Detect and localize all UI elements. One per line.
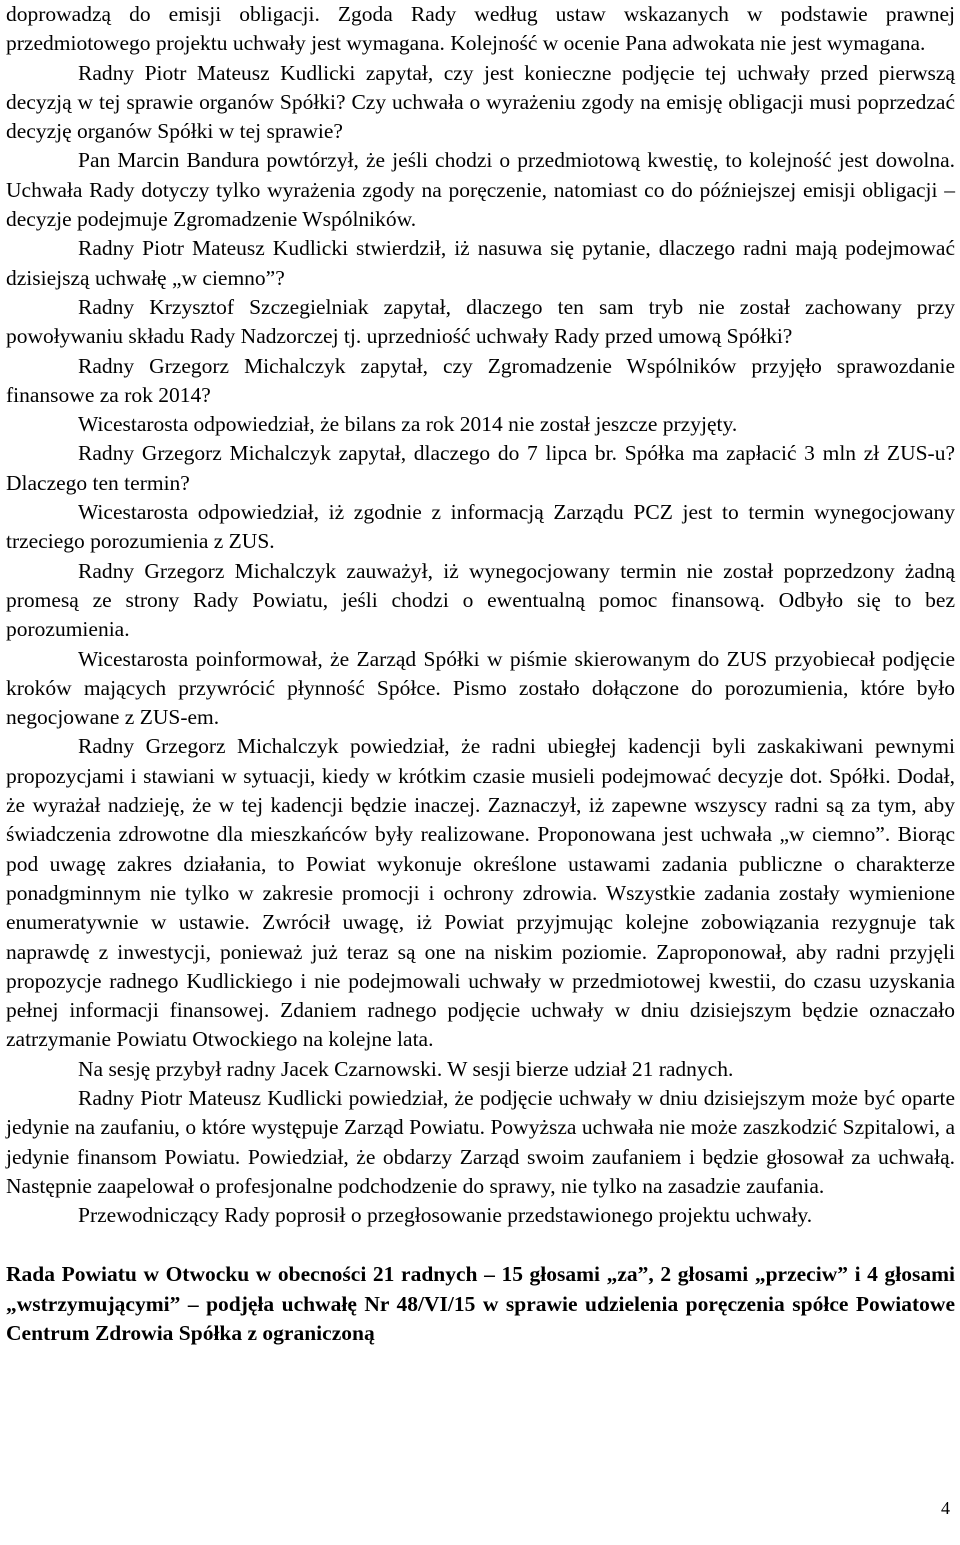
paragraph: Radny Grzegorz Michalczyk zapytał, czy Zgromadzenie Wspólników przyjęło sprawozdanie finansowe za rok 2014? bbox=[6, 353, 955, 407]
paragraph: Radny Piotr Mateusz Kudlicki stwierdził, iż nasuwa się pytanie, dlaczego radni mają podejmować dzisiejszą uchwałę „w ciemno”? bbox=[6, 236, 955, 290]
paragraph: Wicestarosta odpowiedział, że bilans za rok 2014 nie został jeszcze przyjęty. bbox=[78, 412, 738, 437]
page-number: 4 bbox=[941, 1498, 950, 1518]
body-text bbox=[6, 0, 955, 1230]
paragraph: Wicestarosta poinformował, że Zarząd Spółki w piśmie skierowanym do ZUS przyobiecał podjęcie kroków mających przywrócić płynność Spółce. Pismo zostało dołączone do porozumienia, które było negocjowane z ZUS-em. bbox=[6, 646, 955, 730]
paragraph: Wicestarosta odpowiedział, iż zgodnie z informacją Zarządu PCZ jest to termin wynegocjowany trzeciego porozumienia z ZUS. bbox=[6, 500, 955, 554]
paragraph: Radny Piotr Mateusz Kudlicki powiedział, że podjęcie uchwały w dniu dzisiejszym może być oparte jedynie na zaufaniu, o które występuje Zarząd Powiatu. Powyższa uchwała nie może zaszkodzić Szpitalowi, a jedynie finansom Powiatu. Powiedział, że obdarzy Zarząd swoim zaufaniem i będzie głosował za uchwałą. Następnie zaapelował o profesjonalne podchodzenie do sprawy, nie tylko na zasadzie zaufania. bbox=[6, 1085, 955, 1198]
paragraph: Radny Grzegorz Michalczyk powiedział, że radni ubiegłej kadencji byli zaskakiwani pewnymi propozycjami i stawiani w sytuacji, kiedy w krótkim czasie musieli podejmować decyzje dot. Spółki. Dodał, że wyrażał nadzieję, że w tej kadencji będzie inaczej. Zaznaczył, iż zapewne wszyscy radni są za tym, aby świadczenia zdrowotne dla mieszkańców były realizowane. Proponowana jest uchwała „w ciemno”. Biorąc pod uwagę zakres działania, to Powiat wykonuje określone ustawami zadania publiczne o charakterze ponadgminnym nie tylko w zakresie promocji i ochrony zdrowia. Wszystkie zadania zostały wymienione enumeratywnie w ustawie. Zwrócił uwagę, iż Powiat przyjmując kolejne zobowiązania rezygnuje tak naprawdę z inwestycji, ponieważ już teraz są one na niskim poziomie. Zaproponował, aby radni przyjęli propozycje radnego Kudlickiego i nie podejmowali uchwały w przedmiotowej kwestii, do czasu uzyskania pełnej informacji finansowej. Zdaniem radnego podjęcie uchwały w dniu dzisiejszym będzie oznaczało zatrzymanie Powiatu Otwockiego na kolejne lata. bbox=[6, 734, 955, 1052]
paragraph: Radny Grzegorz Michalczyk zapytał, dlaczego do 7 lipca br. Spółka ma zapłacić 3 mln zł ZUS-u? Dlaczego ten termin? bbox=[6, 441, 955, 495]
paragraph: Na sesję przybył radny Jacek Czarnowski. W sesji bierze udział 21 radnych. bbox=[78, 1056, 734, 1081]
paragraph: Radny Piotr Mateusz Kudlicki zapytał, czy jest konieczne podjęcie tej uchwały przed pierwszą decyzją w tej sprawie organów Spółki? Czy uchwała o wyrażeniu zgody na emisję obligacji musi poprzedzać decyzję organów Spółki w tej sprawie? bbox=[6, 60, 955, 144]
paragraph: Pan Marcin Bandura powtórzył, że jeśli chodzi o przedmiotową kwestię, to kolejność jest dowolna. Uchwała Rady dotyczy tylko wyrażenia zgody na poręczenie, natomiast co do późniejszej emisji obligacji – decyzje podejmuje Zgromadzenie Wspólników. bbox=[6, 148, 955, 232]
paragraph: doprowadzą do emisji obligacji. Zgoda Rady według ustaw wskazanych w podstawie prawnej przedmiotowego projektu uchwały jest wymagana. Kolejność w ocenie Pana adwokata nie jest wymagana. bbox=[6, 2, 955, 56]
resolution-text: Rada Powiatu w Otwocku w obecności 21 radnych – 15 głosami „za”, 2 głosami „przeciw” i 4 głosami „wstrzymującymi” – podjęła uchwałę Nr 48/VI/15 w sprawie udzielenia poręczenia spółce Powiatowe Centrum Zdrowia Spółka z ograniczoną bbox=[6, 1262, 955, 1346]
document-page bbox=[6, 0, 955, 1370]
paragraph: Radny Krzysztof Szczegielniak zapytał, dlaczego ten sam tryb nie został zachowany przy powoływaniu składu Rady Nadzorczej tj. uprzedniość uchwały Rady przed umową Spółki? bbox=[6, 294, 955, 349]
paragraph: Radny Grzegorz Michalczyk zauważył, iż wynegocjowany termin nie został poprzedzony żadną promesą ze strony Rady Powiatu, jeśli chodzi o ewentualną pomoc finansową. Odbyło się to bez porozumienia. bbox=[6, 558, 955, 642]
paragraph: Przewodniczący Rady poprosił o przegłosowanie przedstawionego projektu uchwały. bbox=[78, 1203, 813, 1228]
